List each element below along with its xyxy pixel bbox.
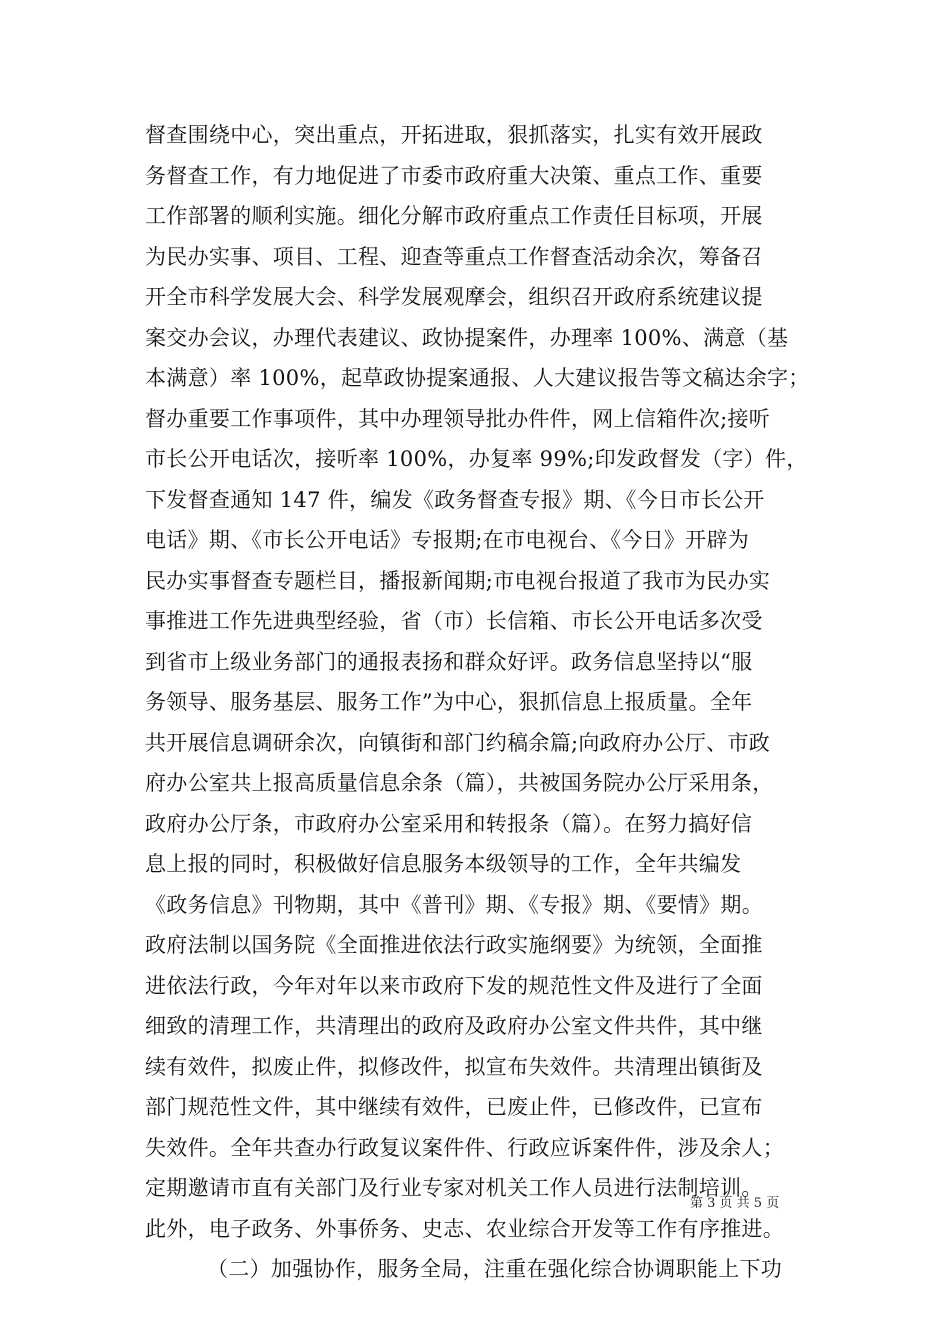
text-line: 事推进工作先进典型经验，省（市）长信箱、市长公开电话多次受 xyxy=(145,609,763,633)
text-line: 开全市科学发展大会、科学发展观摩会，组织召开政府系统建议提 xyxy=(145,285,763,309)
text-line: 此外，电子政务、外事侨务、史志、农业综合开发等工作有序推进。 xyxy=(145,1216,784,1241)
text-line: 府办公室共上报高质量信息余条（篇），共被国务院办公厅采用条， xyxy=(145,771,774,795)
text-line: 民办实事督查专题栏目，播报新闻期;市电视台报道了我市为民办实 xyxy=(145,568,771,593)
text-line: 细致的清理工作，共清理出的政府及政府办公室文件共件，其中继 xyxy=(145,1014,763,1038)
text-line: 到省市上级业务部门的通报表扬和群众好评。政务信息坚持以“服 xyxy=(145,649,753,674)
text-line: 失效件。全年共查办行政复议案件件、行政应诉案件件，涉及余人； xyxy=(145,1135,784,1160)
text-line: 案交办会议，办理代表建议、政协提案件，办理率 100%、满意（基 xyxy=(145,325,789,350)
text-line: 为民办实事、项目、工程、迎查等重点工作督查活动余次，筹备召 xyxy=(145,244,763,269)
text-line: 本满意）率 100%，起草政协提案通报、人大建议报告等文稿达余字； xyxy=(145,366,810,390)
text-line: 工作部署的顺利实施。细化分解市政府重点工作责任目标项，开展 xyxy=(145,204,763,228)
text-line: 政府办公厅条，市政府办公室采用和转报条（篇）。在努力搞好信 xyxy=(145,811,753,836)
text-line: 电话》期、《市长公开电话》专报期;在市电视台、《今日》开辟为 xyxy=(145,528,750,552)
text-line: 督查围绕中心，突出重点，开拓进取，狠抓落实，扎实有效开展政 xyxy=(145,123,763,147)
text-line: 共开展信息调研余次，向镇街和部门约稿余篇;向政府办公厅、市政 xyxy=(145,730,771,755)
section-heading-line: （二）加强协作，服务全局，注重在强化综合协调职能上下功 xyxy=(207,1257,783,1281)
text-line: 《政务信息》刊物期，其中《普刊》期、《专报》期、《要情》期。 xyxy=(145,892,763,917)
text-line: 务督查工作，有力地促进了市委市政府重大决策、重点工作、重要 xyxy=(145,163,763,188)
text-line: 市长公开电话次，接听率 100%，办复率 99%;印发政督发（字）件， xyxy=(145,447,808,471)
text-line: 政府法制以国务院《全面推进依法行政实施纲要》为统领，全面推 xyxy=(145,933,763,957)
page-footer: 第 3 页 共 5 页 xyxy=(690,1196,780,1211)
text-line: 进依法行政，今年对年以来市政府下发的规范性文件及进行了全面 xyxy=(145,973,763,998)
text-line: 下发督查通知 147 件，编发《政务督查专报》期、《今日市长公开 xyxy=(145,487,765,512)
text-line: 部门规范性文件，其中继续有效件，已废止件，已修改件，已宣布 xyxy=(145,1095,763,1119)
body-text xyxy=(145,115,825,1290)
text-line: 督办重要工作事项件，其中办理领导批办件件，网上信箱件次;接听 xyxy=(145,406,771,431)
text-line: 续有效件，拟废止件，拟修改件，拟宣布失效件。共清理出镇街及 xyxy=(145,1054,763,1079)
text-line: 定期邀请市直有关部门及行业专家对机关工作人员进行法制培训。 xyxy=(145,1176,763,1200)
text-line: 息上报的同时，积极做好信息服务本级领导的工作，全年共编发 xyxy=(145,852,742,876)
text-line: 务领导、服务基层、服务工作”为中心，狠抓信息上报质量。全年 xyxy=(145,690,753,714)
